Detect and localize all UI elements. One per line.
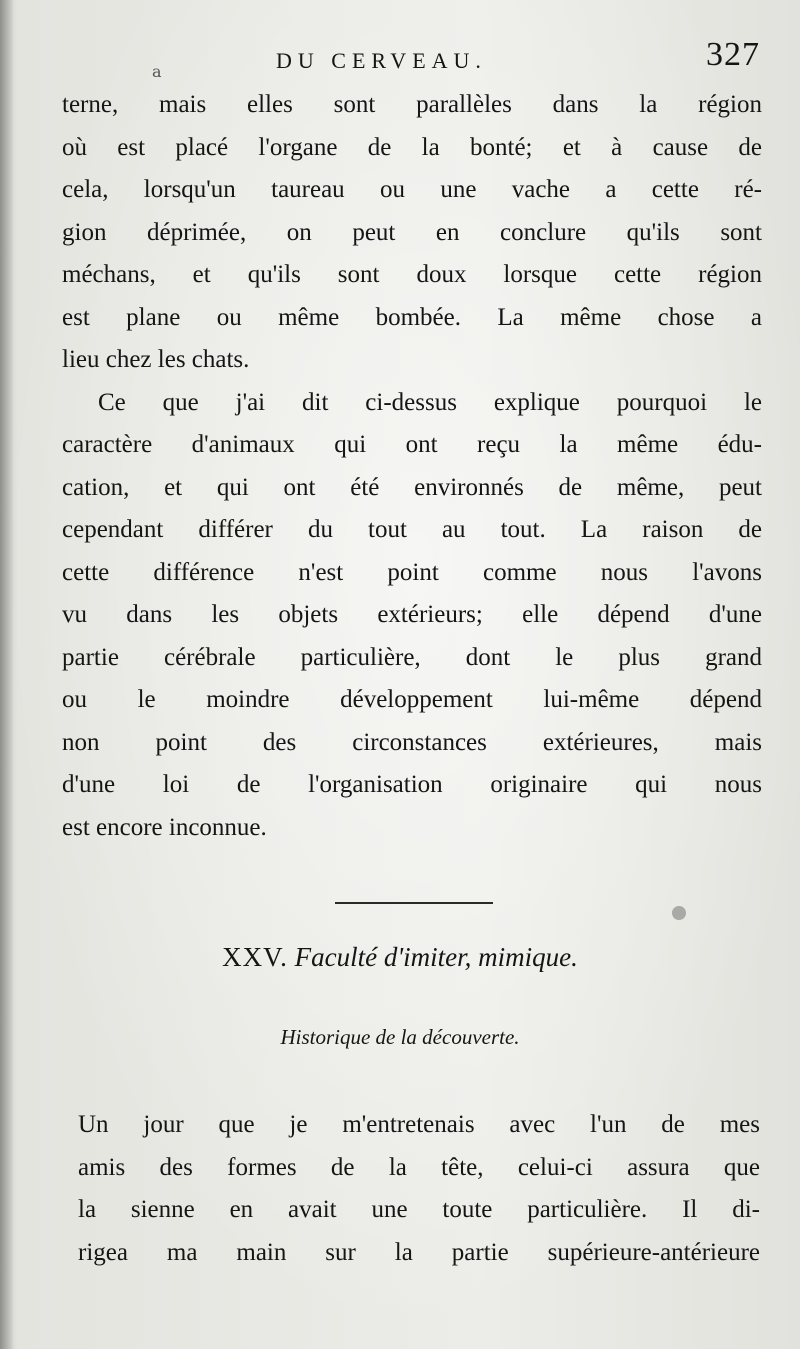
text-line: Un jour que je m'entretenais avec l'un de mes — [78, 1111, 760, 1138]
page-number: 327 — [706, 36, 760, 73]
running-title: DU CERVEAU. — [276, 48, 487, 73]
text-line: cation, et qui ont été environnés de même, peut — [62, 473, 762, 501]
text-line: partie cérébrale particulière, dont le plus grand — [62, 643, 762, 671]
text-line: Ce que j'ai dit ci-dessus explique pourquoi le — [98, 388, 762, 416]
text-line: la sienne en avait une toute particulière. Il di- — [78, 1196, 760, 1223]
text-line: vu dans les objets extérieurs; elle dépend d'une — [62, 601, 762, 628]
subheading: Historique de la découverte. — [280, 1025, 520, 1049]
text-line: est plane ou même bombée. La même chose a — [62, 303, 762, 331]
text-line: gion déprimée, on peut en conclure qu'ils sont — [62, 218, 762, 246]
text-line: cette différence n'est point comme nous l'avons — [62, 558, 762, 586]
text-line: terne, mais elles sont parallèles dans la région — [62, 91, 762, 118]
text-line: méchans, et qu'ils sont doux lorsque cette région — [62, 261, 762, 288]
text-line: amis des formes de la tête, celui-ci assura que — [78, 1153, 760, 1181]
header-ornament: a — [152, 62, 162, 81]
section-number: XXV. — [222, 942, 288, 972]
text-line: lieu chez les chats. — [62, 346, 250, 373]
text-line: où est placé l'organe de la bonté; et à cause de — [62, 133, 762, 161]
page-header — [60, 36, 760, 86]
text-line: caractère d'animaux qui ont reçu la même édu- — [62, 431, 762, 458]
page-binding-shadow — [0, 0, 14, 1349]
paragraph-3 — [78, 1104, 760, 1274]
text-line: cependant différer du tout au tout. La raison de — [62, 516, 762, 543]
body-text — [62, 84, 762, 849]
paragraph-2 — [62, 382, 762, 850]
paper-speck — [672, 906, 686, 920]
text-line: ou le moindre développement lui-même dépend — [62, 686, 762, 713]
section-title: Faculté d'imiter, mimique. — [294, 942, 578, 972]
section-divider — [335, 902, 493, 904]
text-line: cela, lorsqu'un taureau ou une vache a cette ré- — [62, 176, 762, 203]
section-heading — [0, 942, 800, 973]
text-line: non point des circonstances extérieures, mais — [62, 728, 762, 756]
text-line: est encore inconnue. — [62, 813, 267, 841]
paragraph-1 — [62, 84, 762, 382]
text-line: d'une loi de l'organisation originaire qui nous — [62, 771, 762, 798]
text-line: rigea ma main sur la partie supérieure-antérieure — [78, 1238, 760, 1266]
